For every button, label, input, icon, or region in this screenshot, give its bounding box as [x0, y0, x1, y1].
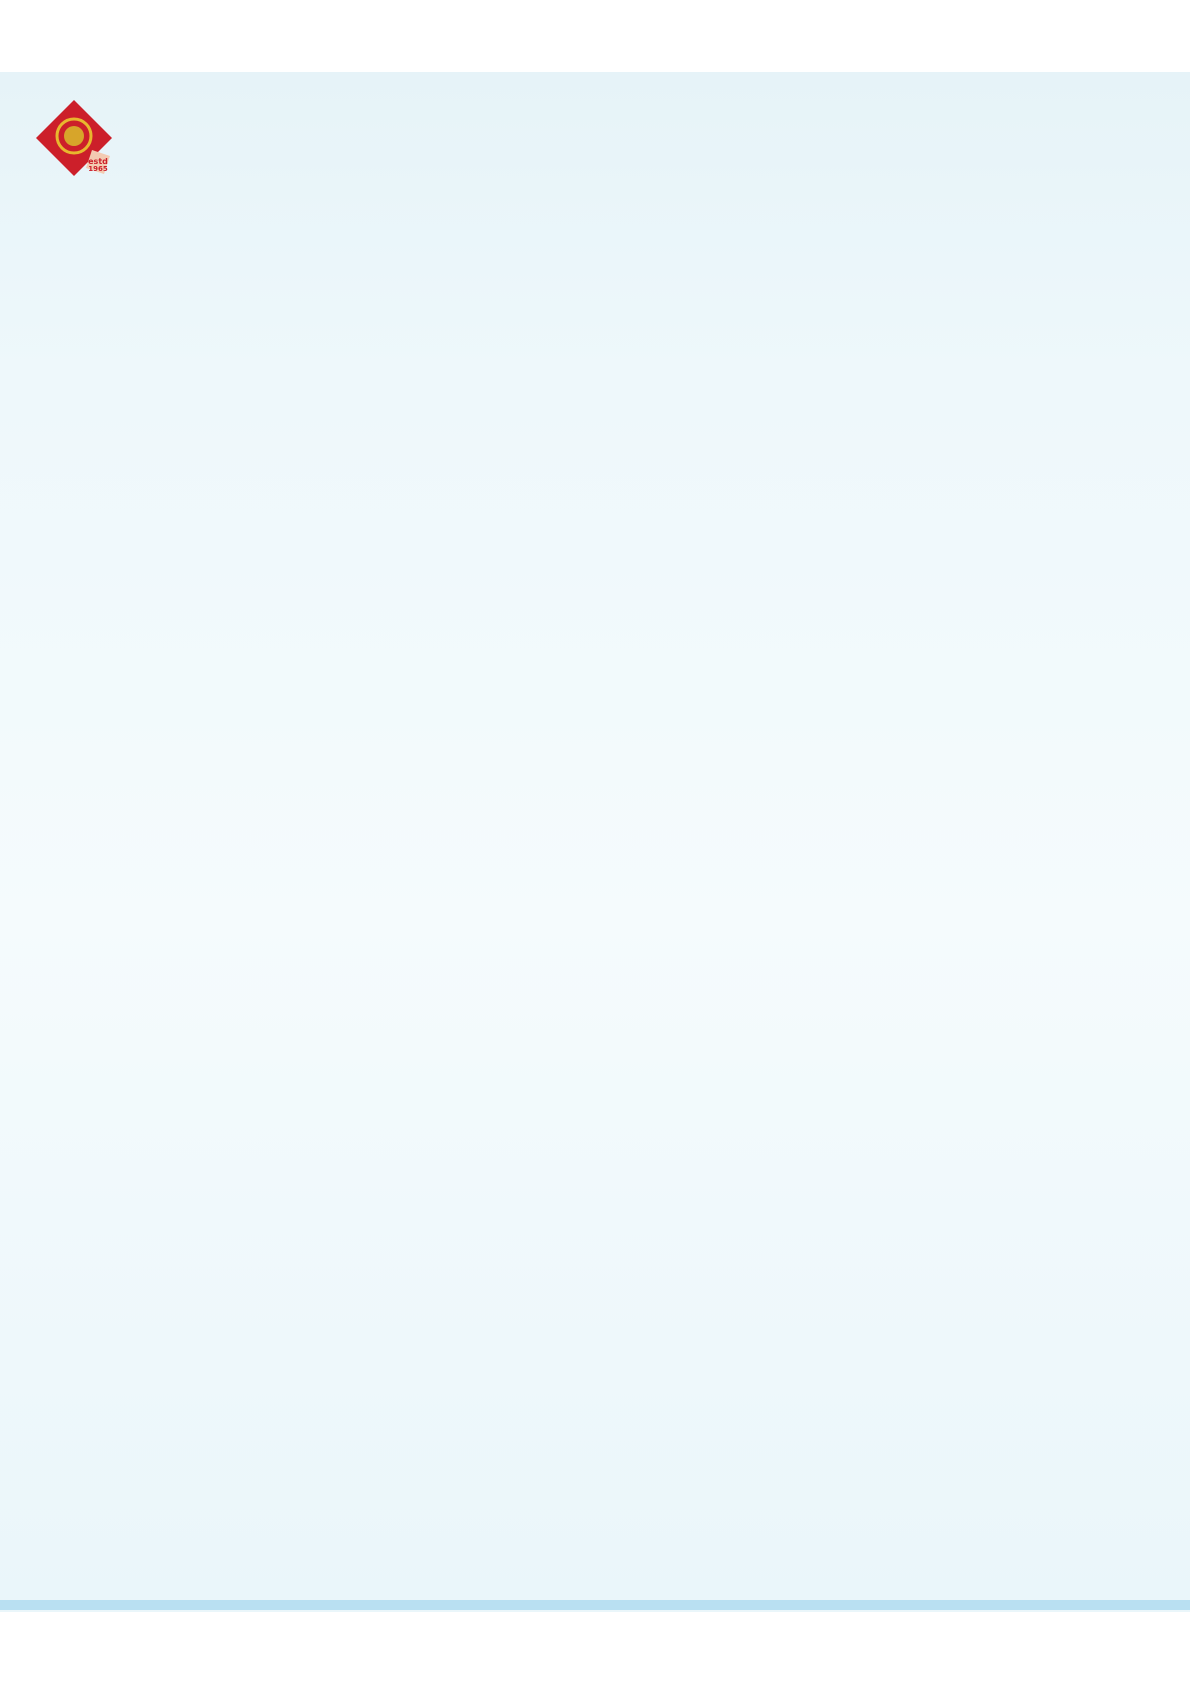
logo-text: estd: [88, 157, 108, 166]
table-of-contents: [88, 0, 1088, 1684]
svg-text:1965: 1965: [88, 165, 108, 173]
